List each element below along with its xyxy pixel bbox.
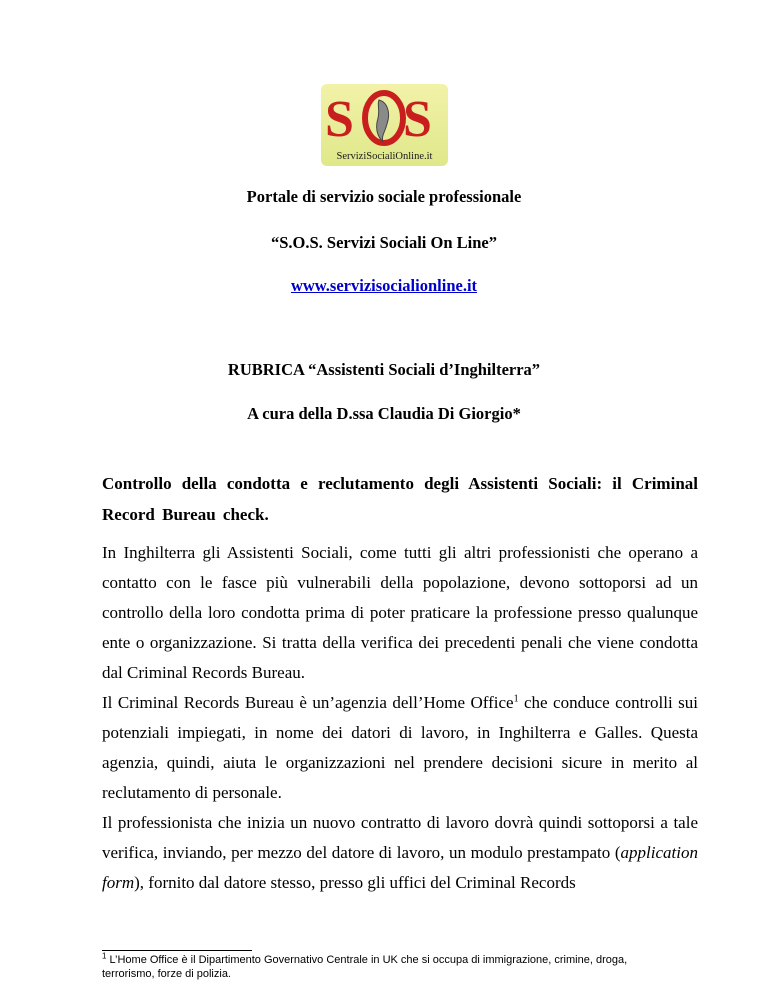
website-link[interactable]: www.servizisocialionline.it xyxy=(290,276,478,295)
paragraph-2 xyxy=(102,688,698,808)
sos-logo xyxy=(321,84,448,166)
portal-title: Portale di servizio sociale professionale xyxy=(246,187,522,206)
article-body xyxy=(102,538,698,898)
paragraph-1: In Inghilterra gli Assistenti Sociali, come tutti gli altri professionisti che operano a contatto con le fasce più vulnerabili della popolazione, devono sottoporsi ad un controllo della loro condotta prima di poter praticare la professione presso qualunque ente o organizzazione. Si tratta della verifica dei precedenti penali che viene condotta dal Criminal Records Bureau. xyxy=(102,543,698,682)
article-heading: Controllo della condotta e reclutamento degli Assistenti Sociali: il Criminal Record Bureau check. xyxy=(102,474,698,524)
hand-icon xyxy=(377,100,389,142)
rubric-title: RUBRICA “Assistenti Sociali d’Inghilterra” xyxy=(227,360,541,379)
application-form-term: application form xyxy=(102,843,698,892)
logo-tagline: ServiziSocialiOnline.it xyxy=(336,151,433,162)
paragraph-3 xyxy=(102,808,698,898)
paragraph-2-start: Il Criminal Records Bureau è un’agenzia dell’Home Office xyxy=(102,693,514,712)
paragraph-3-end: ), fornito dal datore stesso, presso gli uffici del Criminal Records xyxy=(134,873,576,892)
paragraph-3-start: Il professionista che inizia un nuovo contratto di lavoro dovrà quindi sottoporsi a tale verifica, inviando, per mezzo del datore di lavoro, un modulo prestampato ( xyxy=(102,813,698,862)
paragraph-2-end: che conduce controlli sui potenziali impiegati, in nome dei datori di lavoro, in Inghilterra e Galles. Questa agenzia, quindi, aiuta le organizzazioni nel prendere decisioni sicure in merito al reclutamento di personale. xyxy=(102,693,698,802)
logo-letter-s1: S xyxy=(325,91,354,148)
logo-letter-s2: S xyxy=(403,91,432,148)
portal-name: “S.O.S. Servizi Sociali On Line” xyxy=(271,233,497,252)
footnote-text: L’Home Office è il Dipartimento Governativo Centrale in UK che si occupa di immigrazione, crimine, droga, terrorismo, forze di polizia. xyxy=(102,954,628,980)
footnote xyxy=(102,953,682,981)
website-link-line xyxy=(0,276,768,296)
footnote-ref[interactable]: 1 xyxy=(513,693,519,705)
footnote-marker: 1 xyxy=(102,951,107,961)
author-line: A cura della D.ssa Claudia Di Giorgio* xyxy=(247,404,521,423)
footnote-separator xyxy=(102,950,252,951)
